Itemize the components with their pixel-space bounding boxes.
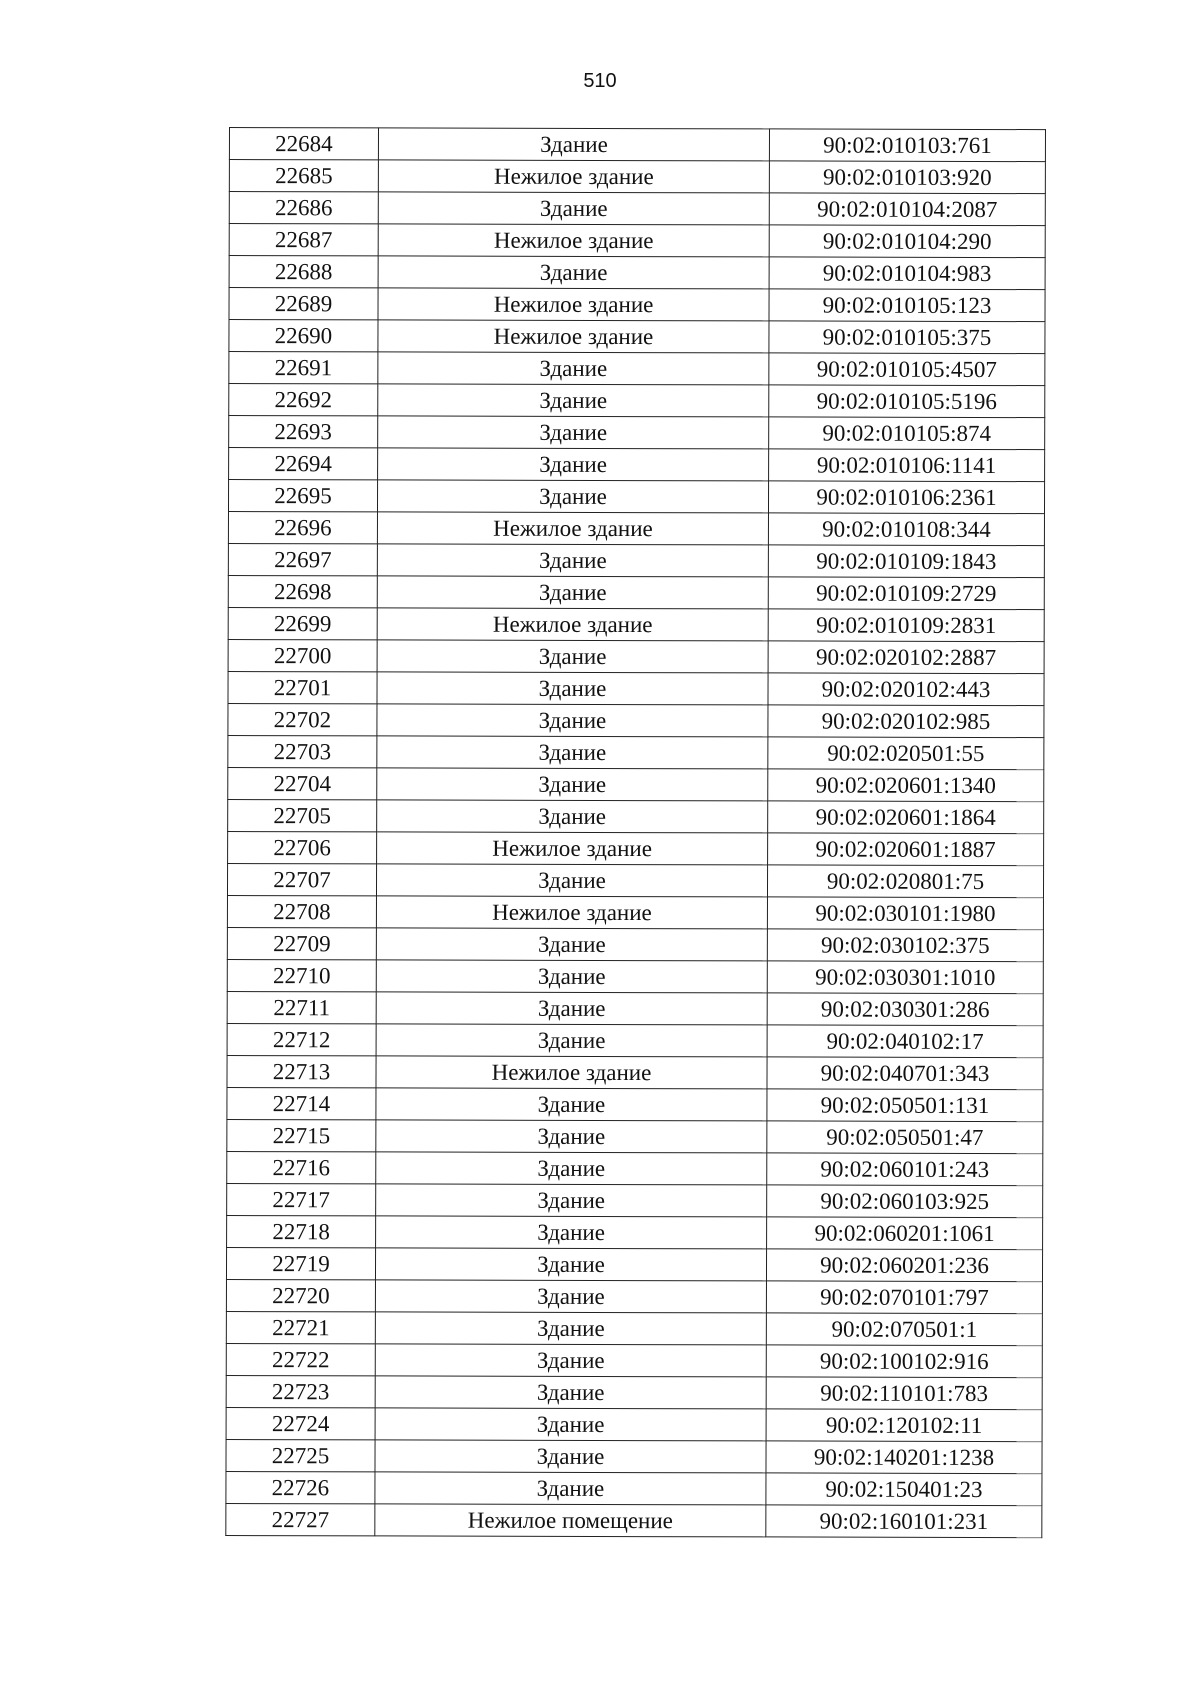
object-type-cell: Здание (375, 1248, 766, 1281)
cadastral-number-cell: 90:02:060101:243 (767, 1153, 1043, 1186)
cadastral-number-cell: 90:02:040701:343 (767, 1057, 1043, 1090)
row-number-cell: 22701 (228, 671, 377, 703)
object-type-cell: Здание (378, 256, 769, 289)
object-type-cell: Здание (377, 576, 768, 609)
table-row (228, 799, 1044, 833)
row-number-cell: 22706 (228, 831, 377, 863)
object-type-cell: Здание (377, 704, 768, 737)
object-type-cell: Здание (375, 1472, 766, 1505)
row-number-cell: 22710 (227, 959, 376, 991)
table-row (228, 543, 1044, 577)
object-type-cell: Нежилое здание (377, 608, 768, 641)
row-number-cell: 22725 (226, 1439, 375, 1471)
cadastral-number-cell: 90:02:050501:131 (767, 1089, 1043, 1122)
row-number-cell: 22726 (226, 1471, 375, 1503)
table-row (228, 512, 1044, 546)
page-number: 510 (583, 70, 617, 92)
cadastral-number-cell: 90:02:010103:920 (769, 161, 1045, 194)
object-type-cell: Здание (376, 992, 767, 1025)
table-row (228, 735, 1044, 769)
table-row (229, 256, 1045, 290)
cadastral-number-cell: 90:02:150401:23 (766, 1473, 1042, 1506)
table-row (226, 1279, 1042, 1313)
cadastral-number-cell: 90:02:060103:925 (767, 1185, 1043, 1218)
object-type-cell: Нежилое здание (377, 512, 768, 545)
table-row (228, 703, 1044, 737)
table-row (227, 1215, 1043, 1249)
table-row (228, 607, 1044, 641)
object-type-cell: Здание (376, 1024, 767, 1057)
row-number-cell: 22715 (227, 1119, 376, 1151)
row-number-cell: 22722 (226, 1343, 375, 1375)
table-row (227, 1119, 1043, 1153)
object-type-cell: Здание (377, 768, 768, 801)
table-row (226, 1311, 1042, 1345)
row-number-cell: 22716 (227, 1151, 376, 1183)
cadastral-number-cell: 90:02:030102:375 (767, 929, 1043, 962)
table-row (227, 991, 1043, 1025)
table-row (229, 320, 1045, 354)
cadastral-number-cell: 90:02:010104:983 (769, 257, 1045, 290)
object-type-cell: Здание (375, 1344, 766, 1377)
object-type-cell: Нежилое здание (378, 320, 769, 353)
table-row (229, 224, 1045, 258)
cadastral-number-cell: 90:02:010109:1843 (768, 545, 1044, 578)
object-type-cell: Здание (378, 448, 769, 481)
row-number-cell: 22697 (228, 543, 377, 575)
table-row (229, 448, 1045, 482)
object-type-cell: Здание (376, 960, 767, 993)
cadastral-number-cell: 90:02:020102:2887 (768, 641, 1044, 674)
cadastral-number-cell: 90:02:020501:55 (768, 737, 1044, 770)
row-number-cell: 22713 (227, 1055, 376, 1087)
table-row (228, 767, 1044, 801)
table-row (228, 480, 1044, 514)
cadastral-number-cell: 90:02:020601:1887 (768, 833, 1044, 866)
cadastral-number-cell: 90:02:010109:2831 (768, 609, 1044, 642)
row-number-cell: 22718 (227, 1215, 376, 1247)
row-number-cell: 22690 (229, 320, 378, 352)
cadastral-number-cell: 90:02:020601:1864 (768, 801, 1044, 834)
row-number-cell: 22696 (228, 512, 377, 544)
object-type-cell: Здание (376, 1216, 767, 1249)
row-number-cell: 22705 (228, 799, 377, 831)
table-row (227, 1151, 1043, 1185)
row-number-cell: 22721 (226, 1311, 375, 1343)
table-row (229, 128, 1045, 162)
table-row (228, 671, 1044, 705)
object-type-cell: Здание (377, 736, 768, 769)
object-type-cell: Здание (375, 1376, 766, 1409)
row-number-cell: 22709 (227, 927, 376, 959)
row-number-cell: 22695 (228, 480, 377, 512)
object-type-cell: Нежилое здание (378, 160, 769, 193)
table-row (229, 384, 1045, 418)
cadastral-number-cell: 90:02:060201:236 (766, 1249, 1042, 1282)
row-number-cell: 22698 (228, 575, 377, 607)
cadastral-number-cell: 90:02:010104:290 (769, 225, 1045, 258)
row-number-cell: 22724 (226, 1407, 375, 1439)
table-row (227, 1087, 1043, 1121)
table-row (228, 575, 1044, 609)
object-type-cell: Здание (376, 928, 767, 961)
cadastral-number-cell: 90:02:010104:2087 (769, 193, 1045, 226)
cadastral-number-cell: 90:02:010109:2729 (768, 577, 1044, 610)
table-row (227, 1055, 1043, 1089)
cadastral-number-cell: 90:02:010108:344 (768, 513, 1044, 546)
table-row (227, 1023, 1043, 1057)
table-row (228, 831, 1044, 865)
object-type-cell: Здание (377, 480, 768, 513)
cadastral-number-cell: 90:02:020102:985 (768, 705, 1044, 738)
registry-table (225, 127, 1046, 1538)
row-number-cell: 22686 (229, 192, 378, 224)
table-row (227, 895, 1043, 929)
object-type-cell: Здание (377, 640, 768, 673)
cadastral-number-cell: 90:02:030101:1980 (767, 897, 1043, 930)
cadastral-number-cell: 90:02:010105:874 (769, 417, 1045, 450)
object-type-cell: Здание (376, 1152, 767, 1185)
cadastral-number-cell: 90:02:140201:1238 (766, 1441, 1042, 1474)
table-row (226, 1375, 1042, 1409)
object-type-cell: Здание (376, 1120, 767, 1153)
object-type-cell: Здание (377, 544, 768, 577)
object-type-cell: Здание (377, 672, 768, 705)
row-number-cell: 22694 (229, 448, 378, 480)
cadastral-number-cell: 90:02:110101:783 (766, 1377, 1042, 1410)
row-number-cell: 22687 (229, 224, 378, 256)
table-row (226, 1471, 1042, 1505)
row-number-cell: 22727 (226, 1503, 375, 1535)
row-number-cell: 22702 (228, 703, 377, 735)
row-number-cell: 22688 (229, 256, 378, 288)
cadastral-number-cell: 90:02:100102:916 (766, 1345, 1042, 1378)
cadastral-number-cell: 90:02:160101:231 (766, 1505, 1042, 1538)
table-row (227, 959, 1043, 993)
cadastral-number-cell: 90:02:030301:1010 (767, 961, 1043, 994)
cadastral-number-cell: 90:02:070101:797 (766, 1281, 1042, 1314)
row-number-cell: 22714 (227, 1087, 376, 1119)
cadastral-number-cell: 90:02:020601:1340 (768, 769, 1044, 802)
table-row (226, 1439, 1042, 1473)
table-row (226, 1407, 1042, 1441)
row-number-cell: 22707 (227, 863, 376, 895)
object-type-cell: Здание (375, 1440, 766, 1473)
table-row (227, 1183, 1043, 1217)
cadastral-number-cell: 90:02:010103:761 (769, 129, 1045, 162)
cadastral-number-cell: 90:02:060201:1061 (767, 1217, 1043, 1250)
object-type-cell: Здание (377, 800, 768, 833)
row-number-cell: 22699 (228, 607, 377, 639)
row-number-cell: 22691 (229, 352, 378, 384)
object-type-cell: Нежилое здание (376, 1056, 767, 1089)
object-type-cell: Нежилое здание (377, 832, 768, 865)
row-number-cell: 22708 (227, 895, 376, 927)
object-type-cell: Здание (378, 192, 769, 225)
row-number-cell: 22723 (226, 1375, 375, 1407)
object-type-cell: Здание (375, 1280, 766, 1313)
object-type-cell: Нежилое здание (378, 288, 769, 321)
table-row (226, 1343, 1042, 1377)
table-row (226, 1503, 1042, 1537)
table-row (229, 160, 1045, 194)
object-type-cell: Здание (378, 384, 769, 417)
object-type-cell: Здание (378, 352, 769, 385)
row-number-cell: 22692 (229, 384, 378, 416)
row-number-cell: 22720 (226, 1279, 375, 1311)
registry-table-body (226, 128, 1046, 1538)
table-row (227, 863, 1043, 897)
object-type-cell: Здание (375, 1312, 766, 1345)
table-row (229, 416, 1045, 450)
cadastral-number-cell: 90:02:040102:17 (767, 1025, 1043, 1058)
object-type-cell: Нежилое здание (378, 224, 769, 257)
cadastral-number-cell: 90:02:010106:2361 (768, 481, 1044, 514)
row-number-cell: 22689 (229, 288, 378, 320)
row-number-cell: 22700 (228, 639, 377, 671)
row-number-cell: 22684 (229, 128, 378, 160)
cadastral-number-cell: 90:02:010105:123 (769, 289, 1045, 322)
table-row (226, 1247, 1042, 1281)
table-row (229, 192, 1045, 226)
table-row (229, 352, 1045, 386)
object-type-cell: Здание (375, 1408, 766, 1441)
cadastral-number-cell: 90:02:050501:47 (767, 1121, 1043, 1154)
object-type-cell: Здание (378, 128, 769, 161)
cadastral-number-cell: 90:02:020801:75 (767, 865, 1043, 898)
row-number-cell: 22703 (228, 735, 377, 767)
object-type-cell: Здание (376, 1184, 767, 1217)
table-row (228, 639, 1044, 673)
cadastral-number-cell: 90:02:070501:1 (766, 1313, 1042, 1346)
cadastral-number-cell: 90:02:010106:1141 (769, 449, 1045, 482)
object-type-cell: Здание (376, 864, 767, 897)
row-number-cell: 22711 (227, 991, 376, 1023)
row-number-cell: 22704 (228, 767, 377, 799)
row-number-cell: 22717 (227, 1183, 376, 1215)
row-number-cell: 22693 (229, 416, 378, 448)
object-type-cell: Здание (376, 1088, 767, 1121)
table-row (227, 927, 1043, 961)
cadastral-number-cell: 90:02:010105:4507 (769, 353, 1045, 386)
cadastral-number-cell: 90:02:120102:11 (766, 1409, 1042, 1442)
object-type-cell: Нежилое помещение (375, 1504, 766, 1537)
row-number-cell: 22685 (229, 160, 378, 192)
cadastral-number-cell: 90:02:030301:286 (767, 993, 1043, 1026)
cadastral-number-cell: 90:02:010105:5196 (769, 385, 1045, 418)
table-row (229, 288, 1045, 322)
cadastral-number-cell: 90:02:020102:443 (768, 673, 1044, 706)
object-type-cell: Здание (378, 416, 769, 449)
cadastral-number-cell: 90:02:010105:375 (769, 321, 1045, 354)
row-number-cell: 22712 (227, 1023, 376, 1055)
row-number-cell: 22719 (226, 1247, 375, 1279)
object-type-cell: Нежилое здание (376, 896, 767, 929)
